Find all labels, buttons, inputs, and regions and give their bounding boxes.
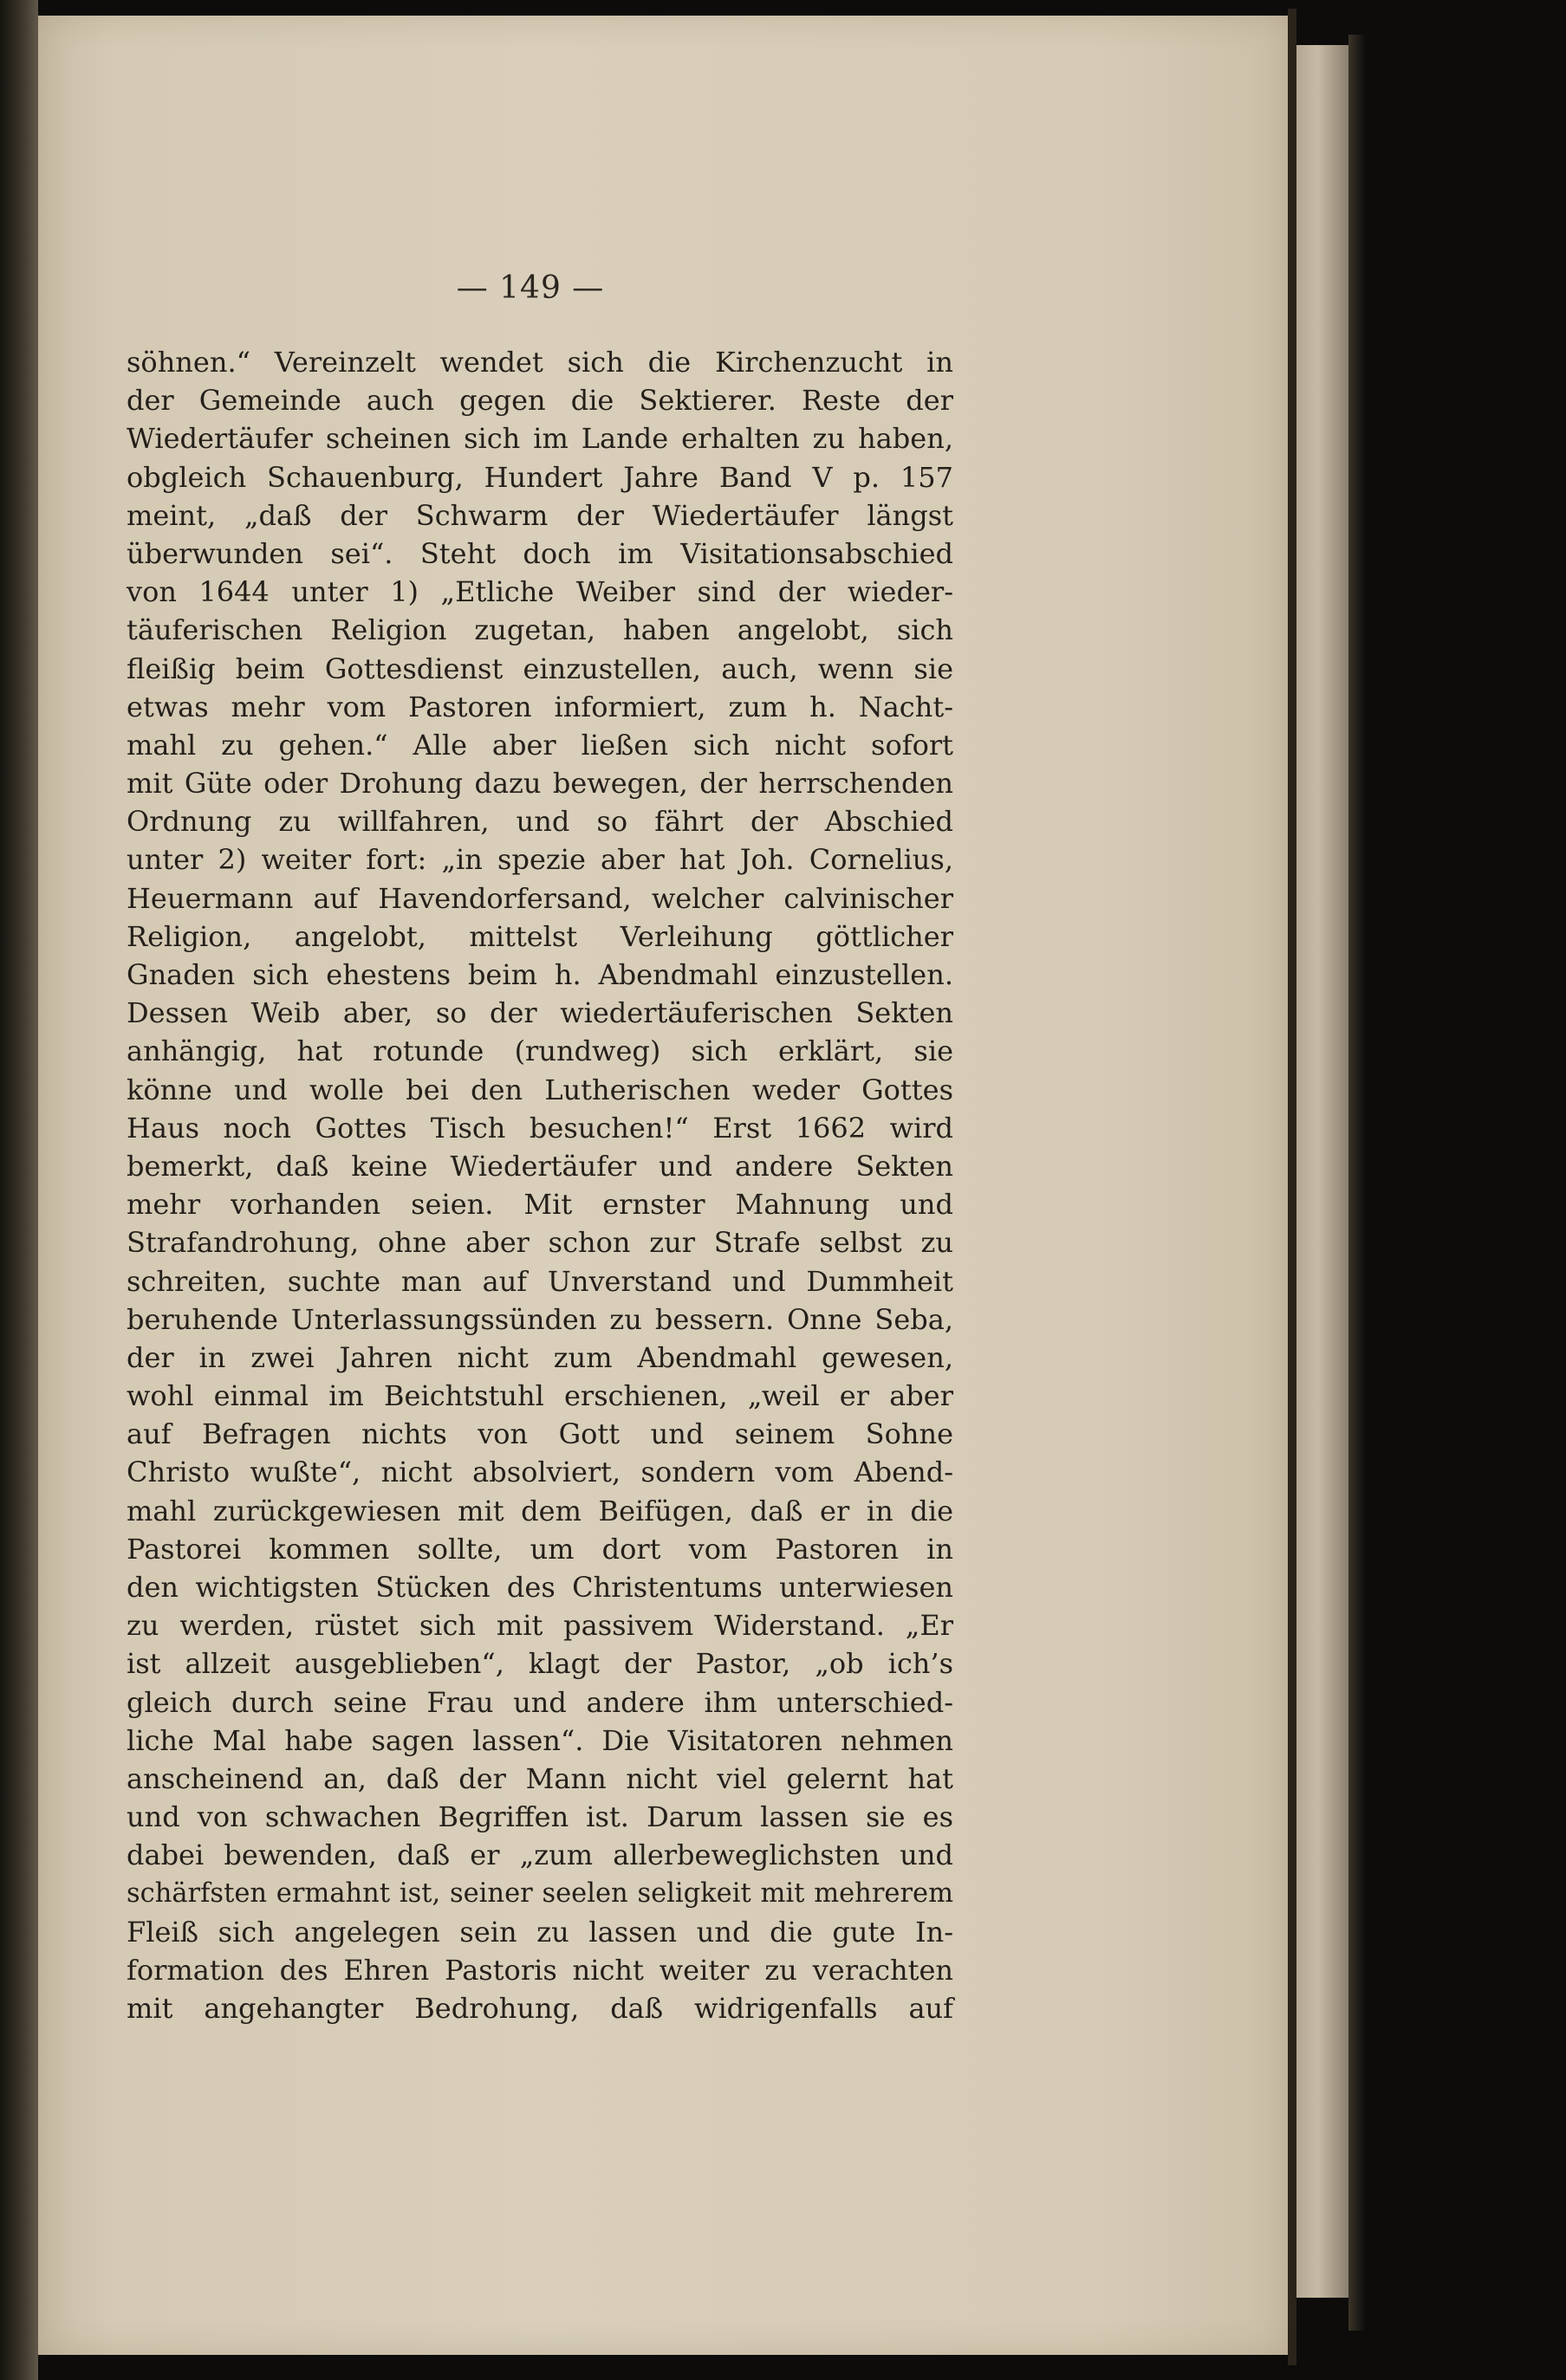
- text-line: ist allzeit ausgeblieben“, klagt der Pastor, „ob ich’s: [127, 1647, 953, 1681]
- page-edge: [1288, 9, 1296, 2365]
- text-line: wohl einmal im Beichtstuhl erschienen, „weil er aber: [127, 1379, 953, 1413]
- body-text: [127, 343, 953, 2027]
- text-line: täuferischen Religion zugetan, haben angelobt, sich: [127, 613, 953, 647]
- text-line: der in zwei Jahren nicht zum Abendmahl gewesen,: [127, 1340, 953, 1374]
- text-line: überwunden sei“. Steht doch im Visitationsabschied: [127, 536, 953, 570]
- text-line: auf Befragen nichts von Gott und seinem Sohne: [127, 1417, 953, 1451]
- text-line: obgleich Schauenburg, Hundert Jahre Band V p. 157: [127, 460, 953, 494]
- text-line: Fleiß sich angelegen sein zu lassen und die gute In-: [127, 1915, 953, 1949]
- text-line: formation des Ehren Pastoris nicht weiter zu verachten: [127, 1953, 953, 1987]
- text-line: Pastorei kommen sollte, um dort vom Pastoren in: [127, 1532, 953, 1566]
- binding-gutter: [0, 0, 38, 2380]
- text-line: Haus noch Gottes Tisch besuchen!“ Erst 1662 wird: [127, 1111, 953, 1145]
- text-line: Religion, angelobt, mittelst Verleihung göttlicher: [127, 919, 953, 953]
- text-line: anscheinend an, daß der Mann nicht viel gelernt hat: [127, 1761, 953, 1795]
- text-line: schreiten, suchte man auf Unverstand und Dummheit: [127, 1264, 953, 1298]
- text-line: Ordnung zu willfahren, und so fährt der Abschied: [127, 805, 953, 839]
- text-line: Christo wußte“, nicht absolviert, sondern vom Abend-: [127, 1456, 953, 1489]
- text-line: mahl zu gehen.“ Alle aber ließen sich nicht sofort: [127, 728, 953, 762]
- text-line: bemerkt, daß keine Wiedertäufer und andere Sekten: [127, 1149, 953, 1183]
- stack-shadow: [1348, 35, 1366, 2331]
- text-line: Dessen Weib aber, so der wiedertäuferischen Sekten: [127, 996, 953, 1030]
- text-line: der Gemeinde auch gegen die Sektierer. Reste der: [127, 384, 953, 418]
- text-line: und von schwachen Begriffen ist. Darum lassen sie es: [127, 1800, 953, 1834]
- text-line: anhängig, hat rotunde (rundweg) sich erklärt, sie: [127, 1034, 953, 1068]
- text-line: könne und wolle bei den Lutherischen weder Gottes: [127, 1073, 953, 1106]
- text-line: zu werden, rüstet sich mit passivem Widerstand. „Er: [127, 1609, 953, 1643]
- text-line: söhnen.“ Vereinzelt wendet sich die Kirchenzucht in: [127, 346, 953, 379]
- text-line: mahl zurückgewiesen mit dem Beifügen, daß er in die: [127, 1494, 953, 1527]
- text-line: mehr vorhanden seien. Mit ernster Mahnung und: [127, 1188, 953, 1222]
- text-line: dabei bewenden, daß er „zum allerbeweglichsten und: [127, 1839, 953, 1872]
- text-line: den wichtigsten Stücken des Christentums unterwiesen: [127, 1571, 953, 1604]
- page-number: — 149 —: [456, 270, 605, 306]
- text-line: Wiedertäufer scheinen sich im Lande erhalten zu haben,: [127, 422, 953, 456]
- text-line: fleißig beim Gottesdienst einzustellen, auch, wenn sie: [127, 652, 953, 685]
- text-line: gleich durch seine Frau und andere ihm unterschied-: [127, 1685, 953, 1719]
- text-line: unter 2) weiter fort: „in spezie aber hat Joh. Cornelius,: [127, 843, 953, 877]
- text-line: etwas mehr vom Pastoren informiert, zum h. Nacht-: [127, 690, 953, 723]
- text-line: mit angehangter Bedrohung, daß widrigenfalls auf: [127, 1992, 953, 2026]
- page-stack-edge: [1296, 45, 1348, 2298]
- text-line: von 1644 unter 1) „Etliche Weiber sind der wieder-: [127, 575, 953, 609]
- text-line: schärfsten ermahnt ist, seiner seelen seligkeit mit mehrerem: [127, 1877, 953, 1909]
- text-line: Gnaden sich ehestens beim h. Abendmahl einzustellen.: [127, 958, 953, 991]
- text-line: Heuermann auf Havendorfersand, welcher calvinischer: [127, 881, 953, 915]
- text-line: liche Mal habe sagen lassen“. Die Visitatoren nehmen: [127, 1723, 953, 1757]
- text-line: mit Güte oder Drohung dazu bewegen, der herrschenden: [127, 767, 953, 801]
- text-line: meint, „daß der Schwarm der Wiedertäufer längst: [127, 498, 953, 532]
- text-line: Strafandrohung, ohne aber schon zur Strafe selbst zu: [127, 1226, 953, 1260]
- text-line: beruhende Unterlassungssünden zu bessern. Onne Seba,: [127, 1302, 953, 1336]
